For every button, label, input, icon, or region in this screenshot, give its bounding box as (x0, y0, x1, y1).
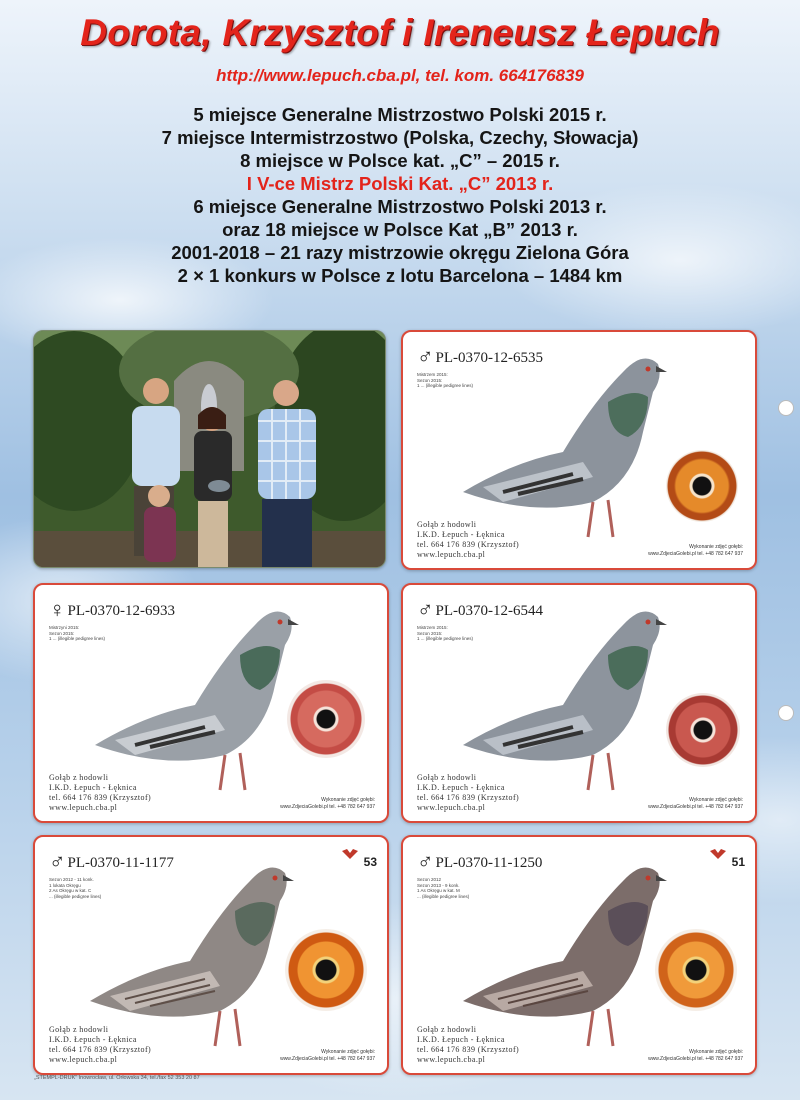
breeder-info (417, 773, 519, 813)
achievement-highlight: I V-ce Mistrz Polski Kat. „C” 2013 r. (246, 173, 554, 194)
pedigree-line: Sezon 2012 - 11 konk. (49, 877, 94, 882)
photographer-credit (280, 1049, 375, 1063)
breeder-line: tel. 664 176 839 (Krzysztof) (49, 793, 152, 802)
eye-photo (287, 680, 365, 758)
breeder-line: tel. 664 176 839 (Krzysztof) (417, 793, 520, 802)
catalog-number: 51 (731, 855, 745, 869)
pedigree-line: 1 ... (illegible pedigree lines) (417, 383, 474, 389)
breeder-info (417, 1025, 519, 1065)
pigeon-card (401, 583, 757, 823)
pedigree-line: Mistrzyni 2015: (49, 625, 80, 630)
pedigree-line: Sezon 2013 - 9 konk. (417, 882, 460, 888)
pigeon-card (401, 330, 757, 570)
pedigree-line: Sezon 2012 (417, 877, 442, 882)
breeder-line: Gołąb z hodowli (49, 773, 109, 782)
breeder-line: tel. 664 176 839 (Krzysztof) (417, 540, 520, 549)
breeder-line: tel. 664 176 839 (Krzysztof) (417, 1045, 520, 1054)
breeder-line: I.K.D. Łepuch - Łęknica (417, 1035, 505, 1044)
pedigree-line: ... (illegible pedigree lines) (49, 893, 102, 899)
photographer-line: Wykonanie zdjęć gołębi: (689, 1049, 743, 1055)
breeder-line: www.lepuch.cba.pl (49, 803, 118, 812)
emblem-icon (709, 847, 727, 861)
breeder-line: www.lepuch.cba.pl (417, 1055, 486, 1064)
pigeon-photo (443, 342, 673, 542)
photographer-line: www.ZdjeciaGolebi.pl tel. +48 782 647 937 (280, 1056, 375, 1062)
achievement-line (0, 172, 800, 195)
breeder-line: www.lepuch.cba.pl (417, 550, 486, 559)
pedigree-line: Mistrzem 2015: (417, 372, 448, 377)
pedigree-line: Sezon 2015: (417, 630, 443, 636)
ring-label: PL-0370-12-6535 (435, 350, 543, 366)
male-symbol-icon: ♂ (417, 344, 434, 369)
photographer-line: Wykonanie zdjęć gołębi: (689, 797, 743, 803)
breeder-line: I.K.D. Łepuch - Łęknica (417, 783, 505, 792)
male-symbol-icon: ♂ (417, 849, 434, 874)
photographer-line: Wykonanie zdjęć gołębi: (689, 544, 743, 550)
breeder-line: Gołąb z hodowli (417, 1025, 477, 1034)
photographer-line: www.ZdjeciaGolebi.pl tel. +48 782 647 937 (648, 551, 743, 557)
breeder-line: I.K.D. Łepuch - Łęknica (49, 783, 137, 792)
pedigree-line: 1 ... (illegible pedigree lines) (49, 636, 106, 642)
pedigree-line: Sezon 2015: (49, 630, 75, 636)
breeder-line: I.K.D. Łepuch - Łęknica (417, 530, 505, 539)
breeder-line: tel. 664 176 839 (Krzysztof) (49, 1045, 152, 1054)
achievement-line: 6 miejsce Generalne Mistrzostwo Polski 2013 r. (193, 196, 607, 217)
breeder-line: Gołąb z hodowli (417, 773, 477, 782)
pigeon-card (33, 835, 389, 1075)
binder-hole (778, 705, 794, 721)
page-title: Dorota, Krzysztof i Ireneusz Łepuch (80, 12, 720, 53)
photographer-credit (648, 544, 743, 558)
pedigree-line: ... (illegible pedigree lines) (417, 893, 470, 899)
female-symbol-icon: ♀ (49, 597, 66, 622)
catalog-number: 53 (363, 855, 377, 869)
male-symbol-icon: ♂ (417, 597, 434, 622)
pedigree-line: 1 As Okręgu w kat. M (417, 888, 460, 894)
ring-label: PL-0370-11-1177 (67, 855, 174, 871)
binder-hole (778, 400, 794, 416)
breeder-info (417, 520, 519, 560)
photographer-line: Wykonanie zdjęć gołębi: (321, 797, 375, 803)
achievement-line: 5 miejsce Generalne Mistrzostwo Polski 2015 r. (193, 104, 607, 125)
photographer-line: Wykonanie zdjęć gołębi: (321, 1049, 375, 1055)
contact-line[interactable]: http://www.lepuch.cba.pl, tel. kom. 664176839 (216, 66, 584, 85)
eye-photo (285, 929, 367, 1011)
ring-label: PL-0370-12-6544 (435, 603, 543, 619)
achievement-line: 2001-2018 – 21 razy mistrzowie okręgu Zielona Góra (171, 242, 629, 263)
breeder-line: I.K.D. Łepuch - Łęknica (49, 1035, 137, 1044)
pigeon-photo (443, 595, 673, 795)
eye-photo (655, 929, 737, 1011)
pigeon-card (33, 583, 389, 823)
breeder-line: Gołąb z hodowli (417, 520, 477, 529)
achievement-line: 7 miejsce Intermistrzostwo (Polska, Czechy, Słowacja) (161, 127, 639, 148)
emblem-icon (341, 847, 359, 861)
photographer-line: www.ZdjeciaGolebi.pl tel. +48 782 647 937 (648, 1056, 743, 1062)
family-photo (33, 330, 386, 568)
eye-photo (666, 693, 740, 767)
male-symbol-icon: ♂ (49, 849, 66, 874)
pigeon-photo (75, 595, 305, 795)
photographer-credit (648, 1049, 743, 1063)
breeder-info (49, 773, 151, 813)
printer-footer: „STEMPL-DRUK” Inowrocław, ul. Orłowska 34, tel./fax 52 353 20 87 (34, 1075, 200, 1081)
pedigree-line: Mistrzem 2015: (417, 625, 448, 630)
pedigree-line: 1 ... (illegible pedigree lines) (417, 636, 474, 642)
pigeon-card (401, 835, 757, 1075)
photographer-line: www.ZdjeciaGolebi.pl tel. +48 782 647 937 (280, 804, 375, 810)
breeder-line: Gołąb z hodowli (49, 1025, 109, 1034)
eye-photo (666, 450, 738, 522)
photographer-line: www.ZdjeciaGolebi.pl tel. +48 782 647 937 (648, 804, 743, 810)
ring-label: PL-0370-11-1250 (435, 855, 543, 871)
breeder-line: www.lepuch.cba.pl (417, 803, 486, 812)
pedigree-line: Sezon 2015: (417, 377, 443, 383)
pedigree-line: 1 lokata Okręgu (49, 882, 81, 888)
achievement-line: 2 × 1 konkurs w Polsce z lotu Barcelona – 1484 km (177, 265, 623, 286)
photographer-credit (648, 797, 743, 811)
pigeon-photo (67, 851, 300, 1051)
ring-label: PL-0370-12-6933 (67, 603, 175, 619)
photographer-credit (280, 797, 375, 811)
breeder-info (49, 1025, 151, 1065)
pigeon-photo (443, 851, 673, 1051)
achievement-line: 8 miejsce w Polsce kat. „C” – 2015 r. (240, 150, 560, 171)
breeder-line: www.lepuch.cba.pl (49, 1055, 118, 1064)
achievement-line: oraz 18 miejsce w Polsce Kat „B” 2013 r. (222, 219, 578, 240)
pedigree-line: 2 As Okręgu w kat. C (49, 888, 92, 894)
